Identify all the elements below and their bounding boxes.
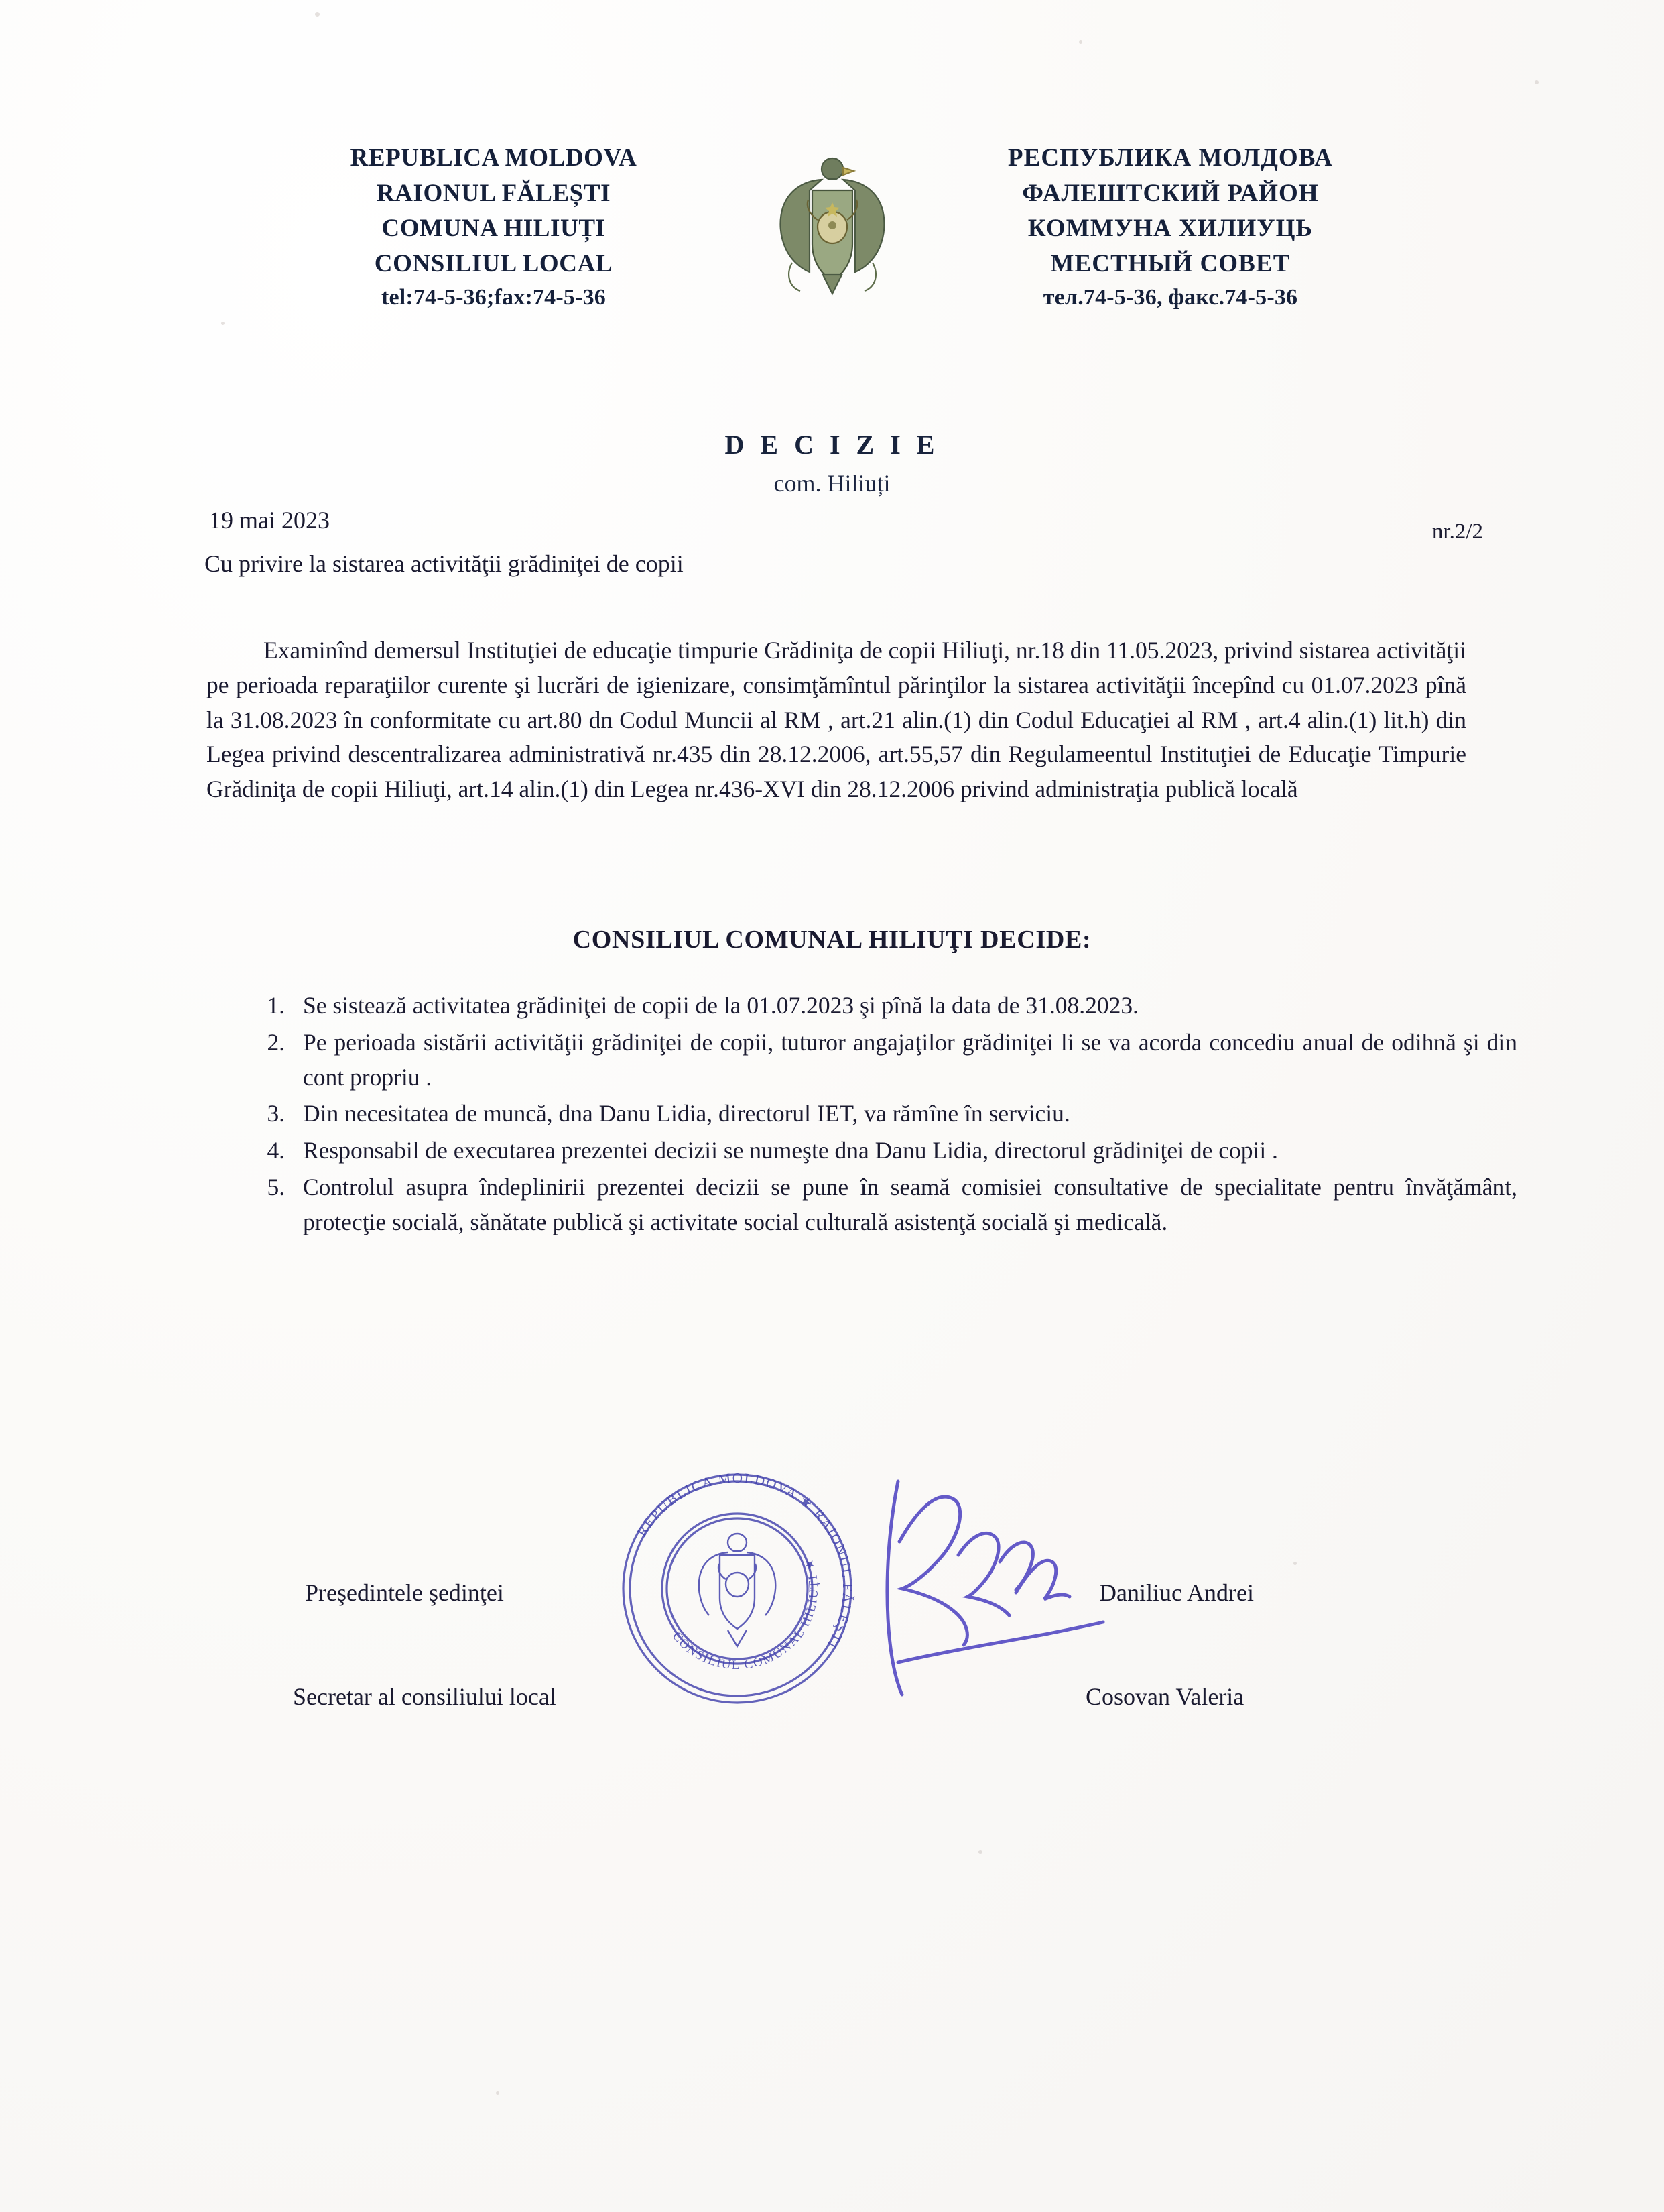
official-stamp [596,1448,878,1729]
letterhead-ro-line-2: RAIONUL FĂLEȘTI [376,179,611,207]
letterhead-ru-line-1: РЕСПУБЛИКА МОЛДОВА [1007,144,1334,172]
letterhead-ru-line-4: МЕСТНЫЙ СОВЕТ [1050,249,1291,278]
list-item: 5. Controlul asupra îndeplinirii prezentei decizii se pune în seamă comisiei consultative de specialitate pentru învăţământ, protecţie socială, sănătate publică şi activitate social culturală asistenţă socială şi medicală. [291,1170,1517,1240]
signature-role-secretary: Secretar al consiliului local [293,1683,556,1710]
document-date: 19 mai 2023 [209,507,330,534]
letterhead-ru-contact: тел.74-5-36, факс.74-5-36 [1043,285,1298,310]
document-subtitle: com. Hiliuți [773,470,891,497]
decide-heading: CONSILIUL COMUNAL HILIUŢI DECIDE: [572,926,1092,954]
svg-text:REPUBLICA MOLDOVA ★ RAIONUL FĂ: REPUBLICA MOLDOVA ★ RAIONUL FĂLEŞTI [633,1469,856,1652]
letterhead-ro-contact: tel:74-5-36;fax:74-5-36 [381,285,606,310]
list-item: 4. Responsabil de executarea prezentei decizii se numeşte dna Danu Lidia, directorul grădiniţei de copii . [291,1133,1517,1168]
list-item: 1. Se sistează activitatea grădiniţei de copii de la 01.07.2023 şi pînă la data de 31.08.2023. [291,989,1517,1024]
coat-of-arms-icon [749,141,916,308]
list-item: 2. Pe perioada sistării activităţii grădiniţei de copii, tuturor angajaţilor grădiniţei li se va acorda concediu anual de odihnă şi din cont propriu . [291,1026,1517,1095]
document-subject: Cu privire la sistarea activităţii grădiniţei de copii [204,550,684,577]
document-title: D E C I Z I E [724,430,940,460]
letterhead-ru-line-2: ФАЛЕШТСКИЙ РАЙОН [1022,179,1319,207]
list-item: 3. Din necesitatea de muncă, dna Danu Lidia, directorul IET, va rămîne în serviciu. [291,1097,1517,1131]
decision-items-list [249,989,1517,1242]
preamble-paragraph: Examinînd demersul Instituţiei de educaţie timpurie Grădiniţa de copii Hiliuţi, nr.18 din 11.05.2023, privind sistarea activităţii pe perioada reparaţiilor curente şi lucrări de igienizare, consimţămîntul părinţilor la sistarea activităţii începînd cu 01.07.2023 pînă la 31.08.2023 în conformitate cu art.80 dn Codul Muncii al RM , art.21 alin.(1) din Codul Educaţiei al RM , art.4 alin.(1) lit.h) din Legea privind descentralizarea administrativă nr.435 din 28.12.2006, art.55,57 din Regulameentul Instituţiei de Educaţie Timpurie Grădiniţa de copii Hiliuţi, art.14 alin.(1) din Legea nr.436-XVI din 28.12.2006 privind administraţia publică locală [206,637,1466,803]
signature-name-president: Daniliuc Andrei [1099,1579,1254,1606]
signature-role-president: Preşedintele şedinţei [305,1579,504,1606]
signature-name-secretary: Cosovan Valeria [1086,1683,1244,1710]
letterhead [0,141,1664,314]
document-number: nr.2/2 [1431,519,1483,544]
letterhead-ro-line-4: CONSILIUL LOCAL [374,249,613,278]
svg-text:CONSILIUL COMUNAL HILIUŢI ★: CONSILIUL COMUNAL HILIUŢI ★ [669,1556,822,1673]
letterhead-ro-line-1: REPUBLICA MOLDOVA [350,144,637,172]
letterhead-ru-line-3: КОММУНА ХИЛИУЦЬ [1027,214,1314,243]
letterhead-romanian [239,141,749,314]
letterhead-russian [916,141,1425,314]
letterhead-ro-line-3: COMUNA HILIUȚI [381,214,606,243]
